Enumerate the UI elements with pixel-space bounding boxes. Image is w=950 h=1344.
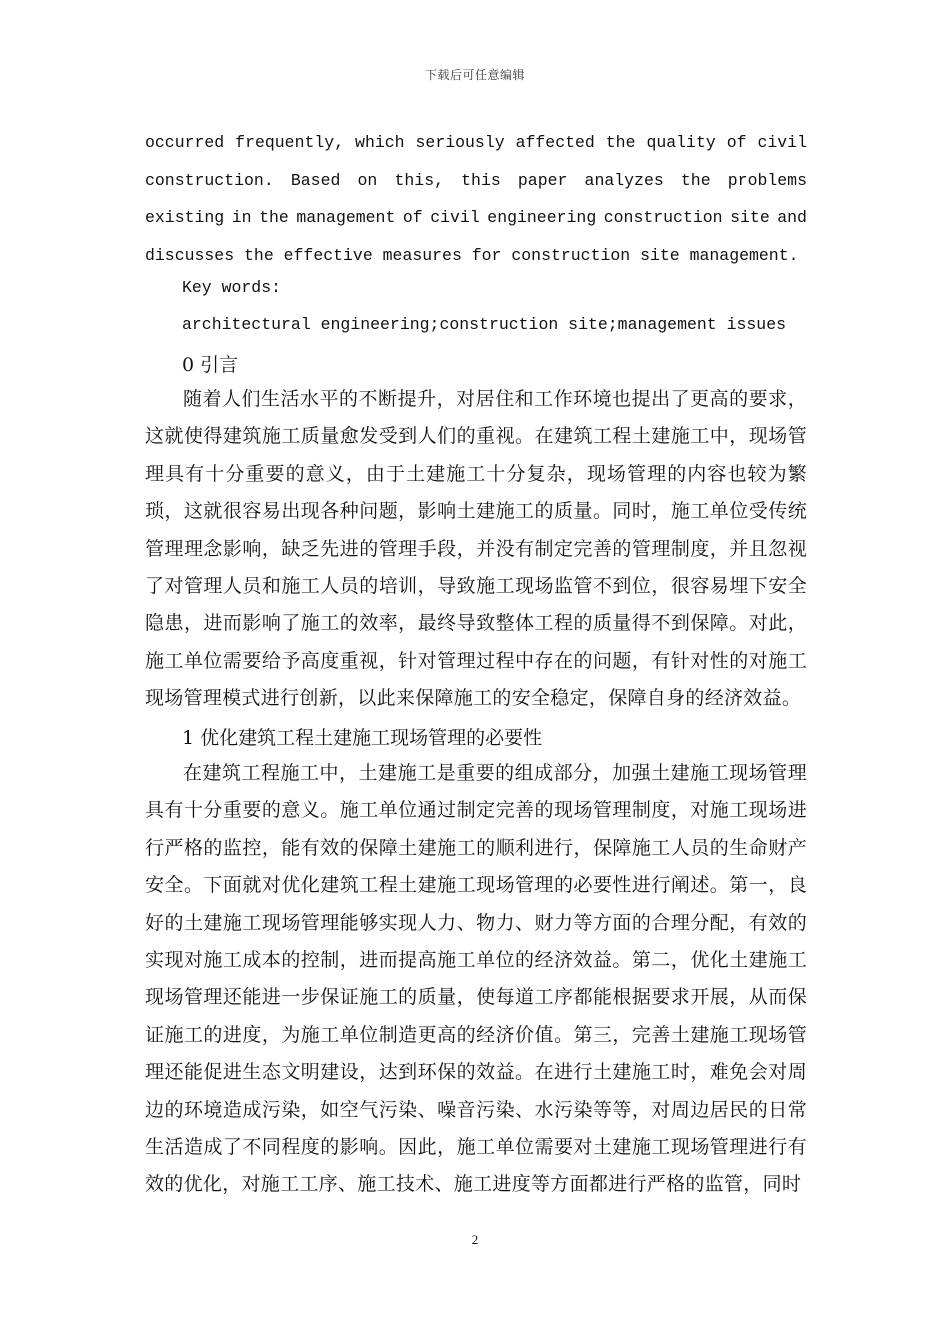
abstract-word: civil — [757, 133, 807, 152]
section-0-heading: 0 引言 — [182, 354, 239, 376]
abstract-word: construction. — [145, 170, 274, 190]
abstract-word: seriously — [415, 133, 505, 152]
abstract-word: of — [402, 208, 423, 227]
abstract-word: occurred — [145, 133, 225, 152]
abstract-word: of — [726, 133, 747, 152]
abstract-word: paper — [517, 170, 568, 190]
abstract-line-4 — [145, 237, 807, 275]
abstract-word: existing — [145, 208, 225, 227]
abstract-word: in — [231, 208, 252, 227]
abstract-word: analyzes — [584, 170, 664, 190]
abstract-word: the — [680, 170, 711, 190]
abstract-word: the — [605, 133, 636, 152]
abstract-word: civil — [430, 208, 480, 227]
abstract-word: discusses the effective measures for construction site management. — [145, 245, 799, 265]
abstract-word: affected — [515, 133, 595, 152]
abstract-word: site — [730, 208, 770, 227]
abstract-word: which — [355, 133, 405, 152]
abstract-word: frequently, — [235, 133, 345, 152]
section-1-paragraph: 在建筑工程施工中，土建施工是重要的组成部分，加强土建施工现场管理具有十分重要的意义。施工单位通过制定完善的现场管理制度，对施工现场进行严格的监控，能有效的保障土建施工的顺利进行，保障施工人员的生命财产安全。下面就对优化建筑工程土建施工现场管理的必要性进行阐述。第一，良好的土建施工现场管理能够实现人力、物力、财力等方面的合理分配，有效的实现对施工成本的控制，进而提高施工单位的经济效益。第二，优化土建施工现场管理还能进一步保证施工的质量，使每道工序都能根据要求开展，从而保证施工的进度，为施工单位制造更高的经济价值。第三，完善土建施工现场管理还能促进生态文明建设，达到环保的效益。在进行土建施工时，难免会对周边的环境造成污染，如空气污染、噪音污染、水污染等等，对周边居民的日常生活造成了不同程度的影响。因此，施工单位需要对土建施工现场管理进行有效的优化，对施工工序、施工技术、施工进度等方面都进行严格的监管，同时 — [145, 762, 807, 1196]
abstract-word: Based — [290, 170, 341, 190]
abstract-english — [145, 124, 807, 274]
abstract-word: problems — [727, 170, 807, 190]
abstract-line-2 — [145, 162, 807, 200]
abstract-word: management — [296, 208, 396, 227]
page-number: 2 — [471, 1232, 479, 1247]
abstract-word: on — [357, 170, 378, 190]
keywords-value: architectural engineering;construction site;management issues — [182, 315, 786, 334]
abstract-word: and — [777, 208, 807, 227]
abstract-word: engineering — [487, 208, 597, 227]
keywords-label: Key words: — [182, 278, 282, 297]
section-1-heading: 1 优化建筑工程土建施工现场管理的必要性 — [182, 727, 543, 749]
abstract-word: this, — [394, 170, 444, 190]
abstract-line-3 — [145, 199, 807, 237]
abstract-word: construction — [603, 208, 723, 227]
abstract-word: quality — [646, 133, 716, 152]
page-header: 下载后可任意编辑 — [424, 68, 525, 82]
abstract-line-1 — [145, 124, 807, 162]
abstract-word: the — [259, 208, 289, 227]
abstract-word: this — [461, 170, 501, 190]
section-0-paragraph: 随着人们生活水平的不断提升，对居住和工作环境也提出了更高的要求，这就使得建筑施工质量愈发受到人们的重视。在建筑工程土建施工中，现场管理具有十分重要的意义，由于土建施工十分复杂，现场管理的内容也较为繁琐，这就很容易出现各种问题，影响土建施工的质量。同时，施工单位受传统管理理念影响，缺乏先进的管理手段，并没有制定完善的管理制度，并且忽视了对管理人员和施工人员的培训，导致施工现场监管不到位，很容易埋下安全隐患，进而影响了施工的效率，最终导致整体工程的质量得不到保障。对此，施工单位需要给予高度重视，针对管理过程中存在的问题，有针对性的对施工现场管理模式进行创新，以此来保障施工的安全稳定，保障自身的经济效益。 — [145, 388, 807, 710]
